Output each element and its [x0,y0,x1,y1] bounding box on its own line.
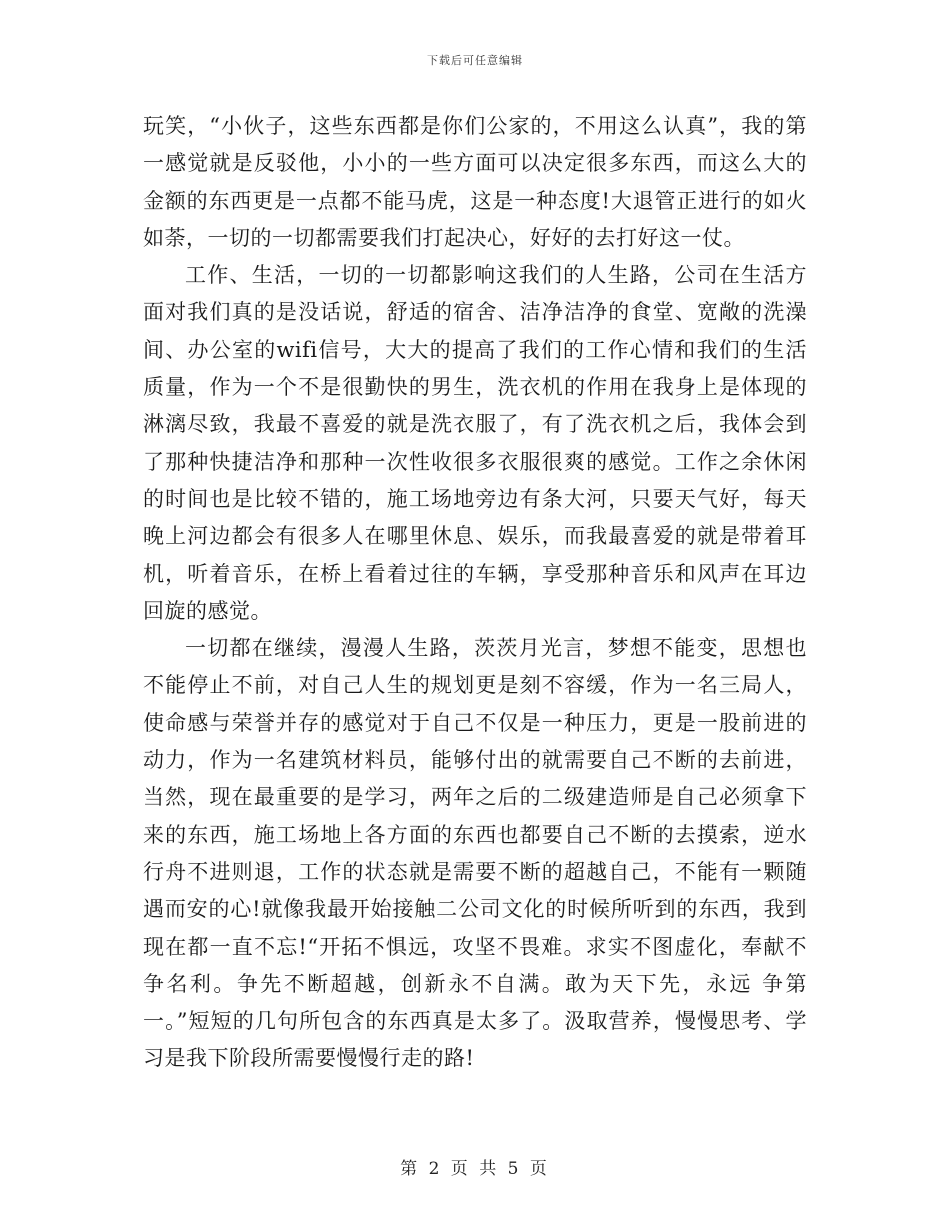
paragraph-1: 玩笑，“小伙子，这些东西都是你们公家的，不用这么认真”，我的第一感觉就是反驳他，小小的一些方面可以决定很多东西，而这么大的金额的东西更是一点都不能马虎，这是一种态度!大退管正进行的如火如荼，一切的一切都需要我们打起决心，好好的去打好这一仗。 [143,114,807,250]
page-header: 下载后可任意编辑 [427,54,523,67]
document-body [143,108,807,1078]
page-number-footer: 第 2 页 共 5 页 [400,1159,550,1179]
paragraph-2: 工作、生活，一切的一切都影响这我们的人生路，公司在生活方面对我们真的是没话说，舒适的宿舍、洁净洁净的食堂、宽敞的洗澡间、办公室的wifi信号，大大的提高了我们的工作心情和我们的生活质量，作为一个不是很勤快的男生，洗衣机的作用在我身上是体现的淋漓尽致，我最不喜爱的就是洗衣服了，有了洗衣机之后，我体会到了那种快捷洁净和那种一次性收很多衣服很爽的感觉。工作之余休闲的时间也是比较不错的，施工场地旁边有条大河，只要天气好，每天晚上河边都会有很多人在哪里休息、娱乐，而我最喜爱的就是带着耳机，听着音乐，在桥上看着过往的车辆，享受那种音乐和风声在耳边回旋的感觉。 [143,263,807,623]
paragraph-3: 一切都在继续，漫漫人生路，茨茨月光言，梦想不能变，思想也不能停止不前，对自己人生的规划更是刻不容缓，作为一名三局人，使命感与荣誉并存的感觉对于自己不仅是一种压力，更是一股前进的动力，作为一名建筑材料员，能够付出的就需要自己不断的去前进，当然，现在最重要的是学习，两年之后的二级建造师是自己必须拿下来的东西，施工场地上各方面的东西也都要自己不断的去摸索，逆水行舟不进则退，工作的状态就是需要不断的超越自己，不能有一颗随遇而安的心!就像我最开始接触二公司文化的时候所听到的东西，我到现在都一直不忘!“开拓不惧远，攻坚不畏难。求实不图虚化，奉献不争名利。争先不断超越，创新永不自满。敢为天下先，永远 争第一。”短短的几句所包含的东西真是太多了。汲取营养，慢慢思考、学习是我下阶段所需要慢慢行走的路! [143,636,807,1071]
